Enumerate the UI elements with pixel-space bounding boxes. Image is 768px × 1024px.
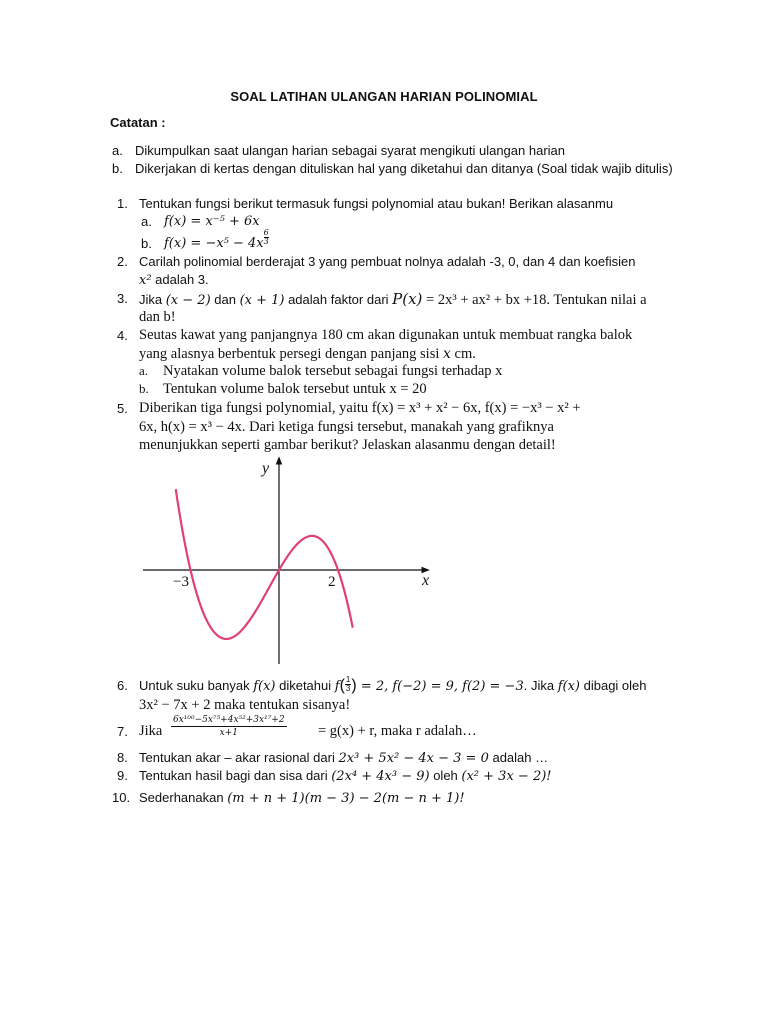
question-10-expression: (m + n + 1)(m − 3) − 2(m − n + 1)! — [227, 791, 465, 806]
question-7-label: Jika — [139, 723, 163, 739]
catatan-heading: Catatan : — [110, 115, 166, 130]
question-9-text-a: Tentukan hasil bagi dan sisa dari — [139, 768, 332, 783]
question-2-line-2 — [139, 272, 209, 289]
question-6-line-2: 3x² − 7x + 2 maka tentukan sisanya! — [139, 697, 351, 713]
question-1b-exponent-den: 3 — [263, 237, 269, 246]
question-1a-expression: f(x) = x⁻⁵ + 6x — [164, 214, 260, 229]
question-4-text-b: cm. — [450, 346, 476, 362]
question-6-values: = 2, f(−2) = 9, f(2) = −3 — [356, 679, 524, 694]
catatan-marker-b: b. — [112, 161, 123, 176]
question-8-equation: 2x³ + 5x² − 4x − 3 = 0 — [338, 751, 489, 766]
question-3-line-2: dan b! — [139, 309, 176, 325]
question-9-number: 9. — [117, 768, 128, 783]
question-4-text-a: yang alasnya berbentuk persegi dengan panjang sisi — [139, 346, 444, 362]
question-6-fraction-den: 3 — [345, 684, 351, 694]
question-5-number: 5. — [117, 401, 128, 416]
question-3-number: 3. — [117, 291, 128, 306]
page-title: SOAL LATIHAN ULANGAN HARIAN POLINOMIAL — [230, 89, 538, 104]
catatan-item-b: Dikerjakan di kertas dengan dituliskan hal yang diketahui dan ditanya (Soal tidak wajib ditulis) — [135, 161, 673, 176]
question-1b-base: f(x) = −x⁵ − 4x — [164, 236, 264, 251]
question-6-text-c: . Jika — [523, 678, 558, 693]
x-tick-label-neg3: −3 — [173, 574, 189, 590]
question-1b-expression — [164, 228, 269, 253]
question-7-number: 7. — [117, 724, 128, 739]
question-4-number: 4. — [117, 328, 128, 343]
question-6-f: f — [334, 679, 340, 694]
question-4a-marker: a. — [139, 363, 149, 378]
question-3-text-a: Jika — [139, 292, 166, 307]
question-8-text — [139, 750, 548, 767]
question-2-math: x² — [139, 273, 152, 288]
catatan-item-a: Dikumpulkan saat ulangan harian sebagai syarat mengikuti ulangan harian — [135, 143, 565, 158]
question-2-tail: adalah 3. — [151, 272, 209, 287]
question-7-rest: = g(x) + r, maka r adalah… — [318, 723, 477, 739]
question-2-line-1: Carilah polinomial berderajat 3 yang pembuat nolnya adalah -3, 0, dan 4 dan koefisien — [139, 254, 636, 269]
question-5-line-2: 6x, h(x) = x³ − 4x. Dari ketiga fungsi tersebut, manakah yang grafiknya — [139, 419, 554, 435]
question-8-number: 8. — [117, 750, 128, 765]
question-7-fraction — [171, 714, 287, 739]
question-6-fx-2: f(x) — [557, 679, 580, 694]
question-5-line-3: menunjukkan seperti gambar berikut? Jelaskan alasanmu dengan detail! — [139, 437, 556, 453]
question-1-number: 1. — [117, 196, 128, 211]
question-1b-exponent-num: 6 — [263, 228, 269, 237]
question-3-factor-2: (x + 1) — [239, 293, 285, 308]
question-10-number: 10. — [112, 790, 131, 805]
question-5-line-1: Diberikan tiga fungsi polynomial, yaitu f(x) = x³ + x² − 6x, f(x) = −x³ − x² + — [139, 400, 581, 416]
polynomial-curve — [176, 489, 353, 639]
question-3-text-d: = 2x³ + ax² + bx +18. Tentukan nilai a — [422, 292, 647, 308]
question-2-number: 2. — [117, 254, 128, 269]
question-6-text-b: diketahui — [275, 678, 335, 693]
x-axis-label: x — [422, 572, 430, 589]
question-6-number: 6. — [117, 678, 128, 693]
question-3-text-b: dan — [210, 292, 240, 307]
question-9-text — [139, 768, 552, 785]
question-3-line-1 — [139, 291, 647, 309]
question-4-variable: x — [443, 346, 451, 362]
question-6-fx: f(x) — [253, 679, 276, 694]
question-1b-marker: b. — [141, 236, 152, 251]
question-8-text-b: adalah … — [488, 750, 549, 765]
question-9-text-b: oleh — [429, 768, 462, 783]
x-tick-label-2: 2 — [328, 574, 336, 590]
question-1a-marker: a. — [141, 214, 152, 229]
question-9-dividend: (2x⁴ + 4x³ − 9) — [331, 769, 430, 784]
question-9-divisor: (x² + 3x − 2)! — [461, 769, 552, 784]
y-axis-label: y — [262, 460, 270, 477]
question-6-text-a: Untuk suku banyak — [139, 678, 254, 693]
question-4b-text: Tentukan volume balok tersebut untuk x = 20 — [163, 381, 427, 397]
question-10-text — [139, 790, 465, 807]
question-4-line-2 — [139, 346, 476, 362]
question-7-fraction-den: x+1 — [219, 728, 238, 738]
question-3-factor-1: (x − 2) — [165, 293, 211, 308]
question-6-line-1: Untuk suku banyak f(x) diketahui f( $\frac{1}{3}$ ) = 2, f(−2) = 9, f(2) = −3. Jika f(x) dibagi oleh — [139, 675, 647, 694]
question-8-text-a: Tentukan akar – akar rasional dari — [139, 750, 339, 765]
question-1b-exponent — [264, 229, 269, 246]
question-6-fraction-num: 1 — [345, 675, 351, 685]
question-4b-marker: b. — [139, 381, 149, 396]
catatan-marker-a: a. — [112, 143, 123, 158]
question-3-polynomial-name: P(x) — [392, 290, 423, 308]
question-6-text-d: dibagi oleh — [580, 678, 647, 693]
question-3-text-c: adalah faktor dari — [284, 292, 393, 307]
question-1-text: Tentukan fungsi berikut termasuk fungsi polynomial atau bukan! Berikan alasanmu — [139, 196, 614, 211]
question-7-fraction-num: 6x¹⁰⁰−5x⁷⁵+4x⁵²+3x¹⁷+2 — [173, 715, 285, 725]
question-4a-text: Nyatakan volume balok tersebut sebagai fungsi terhadap x — [163, 363, 503, 379]
polynomial-graph — [0, 450, 768, 680]
question-4-line-1: Seutas kawat yang panjangnya 180 cm akan digunakan untuk membuat rangka balok — [139, 327, 633, 343]
question-10-text-a: Sederhanakan — [139, 790, 228, 805]
question-6-fraction — [345, 676, 351, 693]
